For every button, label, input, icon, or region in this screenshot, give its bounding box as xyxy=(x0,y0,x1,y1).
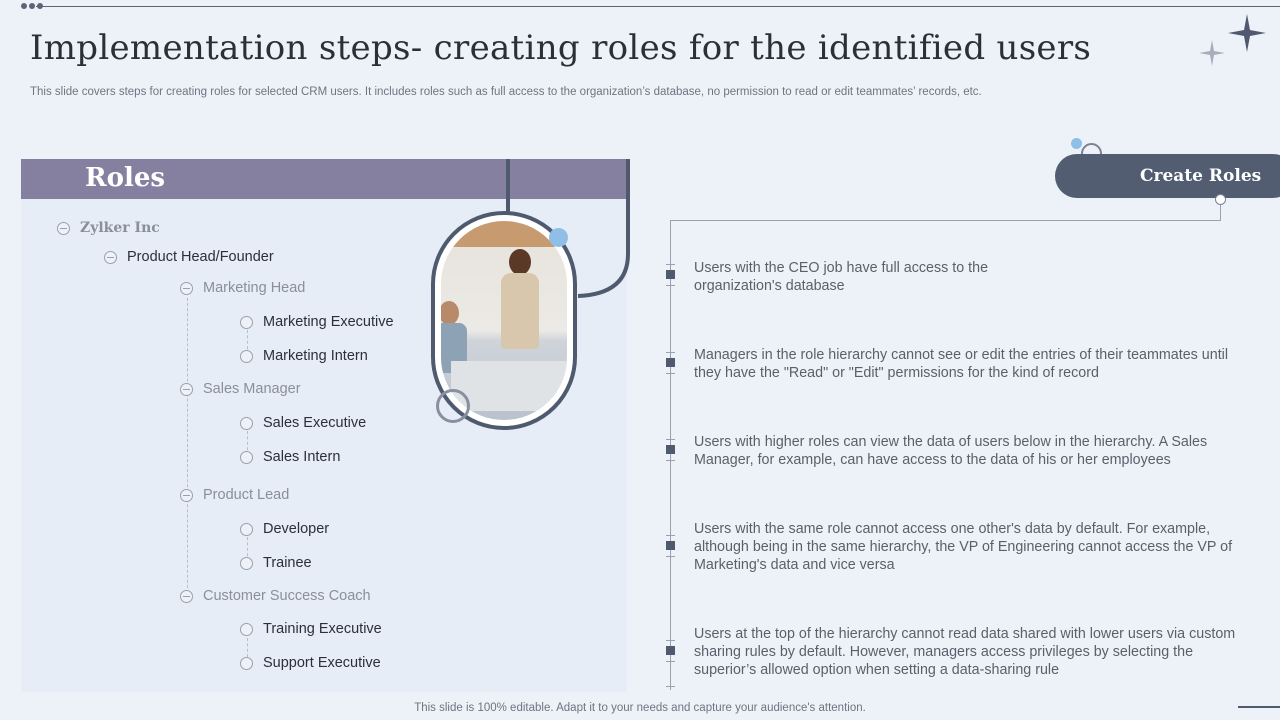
tree-node-group[interactable] xyxy=(180,487,289,503)
tree-node-label: Support Executive xyxy=(263,655,381,671)
sparkle-icon xyxy=(1196,12,1270,72)
tree-node-label: Marketing Executive xyxy=(263,314,394,330)
tree-node-group[interactable] xyxy=(180,588,371,604)
circle-icon xyxy=(240,417,253,430)
tree-node-label: Customer Success Coach xyxy=(203,588,371,604)
timeline-tick xyxy=(666,535,675,536)
tree-node-label: Sales Manager xyxy=(203,381,301,397)
circle-icon xyxy=(240,557,253,570)
timeline-tick xyxy=(666,460,675,461)
tree-node-member[interactable] xyxy=(240,415,366,431)
tree-node-label: Training Executive xyxy=(263,621,382,637)
circle-icon xyxy=(240,316,253,329)
tree-node-label: Sales Intern xyxy=(263,449,341,465)
tree-node-member[interactable] xyxy=(240,348,368,364)
footer-note: This slide is 100% editable. Adapt it to your needs and capture your audience's attention. xyxy=(414,702,866,714)
circle-icon xyxy=(240,350,253,363)
circle-icon xyxy=(240,623,253,636)
step-text: Managers in the role hierarchy cannot see or edit the entries of their teammates until they have the "Read" or "Edit" permissions for the kind of record xyxy=(694,347,1229,381)
minus-circle-icon[interactable] xyxy=(180,383,193,396)
blue-dot xyxy=(1071,138,1082,149)
timeline-tick xyxy=(666,264,675,265)
tree-node-member[interactable] xyxy=(240,314,394,330)
step-text: Users with higher roles can view the data of users below in the hierarchy. A Sales Manager, for example, can have access to the data of his or her employees xyxy=(694,434,1208,468)
tree-node-label: Sales Executive xyxy=(263,415,367,431)
circle-icon xyxy=(240,523,253,536)
tree-node-label: Product Lead xyxy=(203,487,290,503)
tree-node-label: Developer xyxy=(263,521,330,537)
create-roles-label: Create Roles xyxy=(1140,166,1262,186)
tree-node-label: Marketing Intern xyxy=(263,348,368,364)
corner-accent xyxy=(1238,706,1280,708)
photo-woman xyxy=(499,249,539,359)
timeline-tick xyxy=(666,373,675,374)
timeline-marker xyxy=(666,358,675,367)
tree-node-label: Product Head/Founder xyxy=(127,249,274,265)
page-subtitle: This slide covers steps for creating roles for selected CRM users. It includes roles such as full access to the organization’s database, no permission to read or edit teammates’ records, etc. xyxy=(30,86,982,98)
timeline-marker xyxy=(666,445,675,454)
tree-node-label: Marketing Head xyxy=(203,280,306,296)
timeline-marker xyxy=(666,541,675,550)
tree-node-member[interactable] xyxy=(240,621,382,637)
circle-icon xyxy=(240,451,253,464)
minus-circle-icon[interactable] xyxy=(180,282,193,295)
tree-node-head[interactable] xyxy=(104,249,274,265)
tree-node-label: Zylker Inc xyxy=(80,220,160,236)
timeline-tick xyxy=(666,556,675,557)
timeline-start-dot xyxy=(1215,194,1226,205)
tree-node-member[interactable] xyxy=(240,555,312,571)
outline-ring xyxy=(436,389,470,423)
timeline-marker xyxy=(666,270,675,279)
tree-node-group[interactable] xyxy=(180,381,301,397)
minus-circle-icon[interactable] xyxy=(180,489,193,502)
timeline-tick xyxy=(666,640,675,641)
minus-circle-icon[interactable] xyxy=(57,222,70,235)
page-title: Implementation steps- creating roles for the identified users xyxy=(30,28,1092,68)
minus-circle-icon[interactable] xyxy=(180,590,193,603)
minus-circle-icon[interactable] xyxy=(104,251,117,264)
step-text: Users with the CEO job have full access to the organization's database xyxy=(694,260,989,294)
slide-dots xyxy=(21,3,43,9)
step-text: Users with the same role cannot access one other's data by default. For example, although being in the same hierarchy, the VP of Engineering cannot access the VP of Marketing's data and vice versa xyxy=(694,521,1233,573)
tree-node-member[interactable] xyxy=(240,449,340,465)
timeline-tick xyxy=(666,439,675,440)
circle-icon xyxy=(240,657,253,670)
tree-node-member[interactable] xyxy=(240,655,381,671)
step-text: Users at the top of the hierarchy cannot read data shared with lower users via custom sharing rules by default. However, managers access privileges by selecting the superior’s allowed option when setting a data-sharing rule xyxy=(694,626,1236,678)
blue-dot xyxy=(549,228,568,247)
timeline-tick xyxy=(666,661,675,662)
timeline-axis xyxy=(670,220,671,690)
timeline-connector xyxy=(670,220,1221,221)
timeline-marker xyxy=(666,646,675,655)
roles-heading: Roles xyxy=(85,163,166,193)
top-rule xyxy=(36,6,1280,7)
tree-node-member[interactable] xyxy=(240,521,329,537)
tree-node-org[interactable] xyxy=(57,220,160,236)
tree-connector xyxy=(187,298,188,598)
timeline-tick xyxy=(666,285,675,286)
timeline-tick xyxy=(666,686,675,687)
tree-node-label: Trainee xyxy=(263,555,312,571)
tree-node-group[interactable] xyxy=(180,280,305,296)
timeline-tick xyxy=(666,352,675,353)
